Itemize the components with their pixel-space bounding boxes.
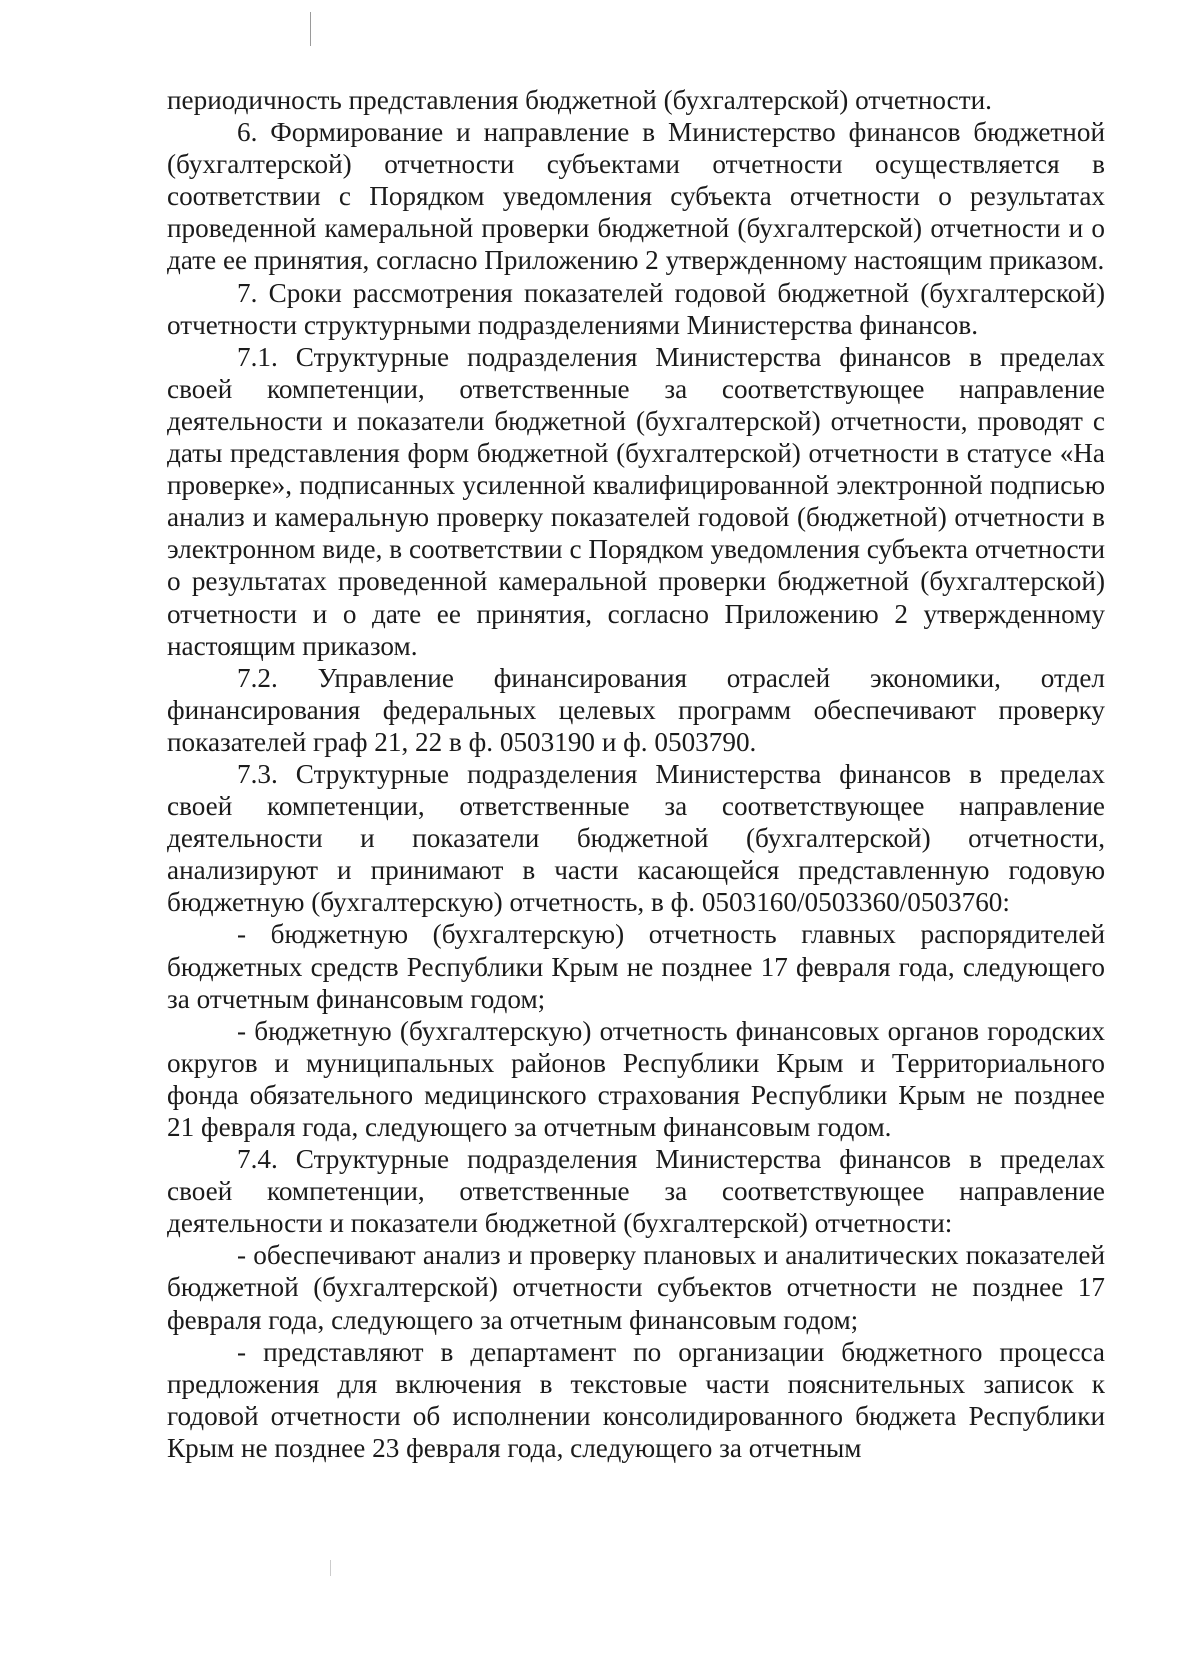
list-item-main-managers: - бюджетную (бухгалтерскую) отчетность главных распорядителей бюджетных средств Республики Крым не позднее 17 февраля года, следующего за отчетным финансовым годом; — [167, 919, 1105, 1014]
paragraph-continuation: периодичность представления бюджетной (бухгалтерской) отчетности. — [167, 85, 992, 115]
paragraph-7-1: 7.1. Структурные подразделения Министерства финансов в пределах своей компетенции, ответственные за соответствующее направление деятельности и показатели бюджетной (бухгалтерской) отчетности, проводят с даты представления форм бюджетной (бухгалтерской) отчетности в статусе «На проверке», подписанных усиленной квалифицированной электронной подписью анализ и камеральную проверку показателей годовой (бюджетной) отчетности в электронном виде, в соответствии с Порядком уведомления субъекта отчетности о результатах проведенной камеральной проверки бюджетной (бухгалтерской) отчетности и о дате ее принятия, согласно Приложению 2 утвержденному настоящим приказом. — [167, 341, 1105, 661]
scan-artifact-bottom — [330, 1560, 331, 1576]
paragraph-7-4: 7.4. Структурные подразделения Министерства финансов в пределах своей компетенции, ответственные за соответствующее направление деятельности и показатели бюджетной (бухгалтерской) отчетности: — [167, 1144, 1105, 1239]
document-body — [167, 84, 1105, 1464]
paragraph-7: 7. Сроки рассмотрения показателей годовой бюджетной (бухгалтерской) отчетности структурными подразделениями Министерства финансов. — [167, 277, 1105, 340]
scan-artifact-top — [310, 12, 311, 46]
list-item-financial-bodies: - бюджетную (бухгалтерскую) отчетность финансовых органов городских округов и муниципальных районов Республики Крым и Территориального фонда обязательного медицинского страхования Республики Крым не позднее 21 февраля года, следующего за отчетным финансовым годом. — [167, 1015, 1105, 1142]
paragraph-6: 6. Формирование и направление в Министерство финансов бюджетной (бухгалтерской) отчетности субъектами отчетности осуществляется в соответствии с Порядком уведомления субъекта отчетности о результатах проведенной камеральной проверки бюджетной (бухгалтерской) отчетности и о дате ее принятия, согласно Приложению 2 утвержденному настоящим приказом. — [167, 117, 1105, 276]
list-item-analysis: - обеспечивают анализ и проверку плановых и аналитических показателей бюджетной (бухгалтерской) отчетности субъектов отчетности не позднее 17 февраля года, следующего за отчетным финансовым годом; — [167, 1240, 1105, 1335]
list-item-proposals: - представляют в департамент по организации бюджетного процесса предложения для включения в текстовые части пояснительных записок к годовой отчетности об исполнении консолидированного бюджета Республики Крым не позднее 23 февраля года, следующего за отчетным — [167, 1336, 1105, 1463]
paragraph-7-2: 7.2. Управление финансирования отраслей экономики, отдел финансирования федеральных целевых программ обеспечивают проверку показателей граф 21, 22 в ф. 0503190 и ф. 0503790. — [167, 662, 1105, 757]
paragraph-7-3: 7.3. Структурные подразделения Министерства финансов в пределах своей компетенции, ответственные за соответствующее направление деятельности и показатели бюджетной (бухгалтерской) отчетности, анализируют и принимают в части касающейся представленную годовую бюджетную (бухгалтерскую) отчетность, в ф. 0503160/0503360/0503760: — [167, 758, 1105, 918]
